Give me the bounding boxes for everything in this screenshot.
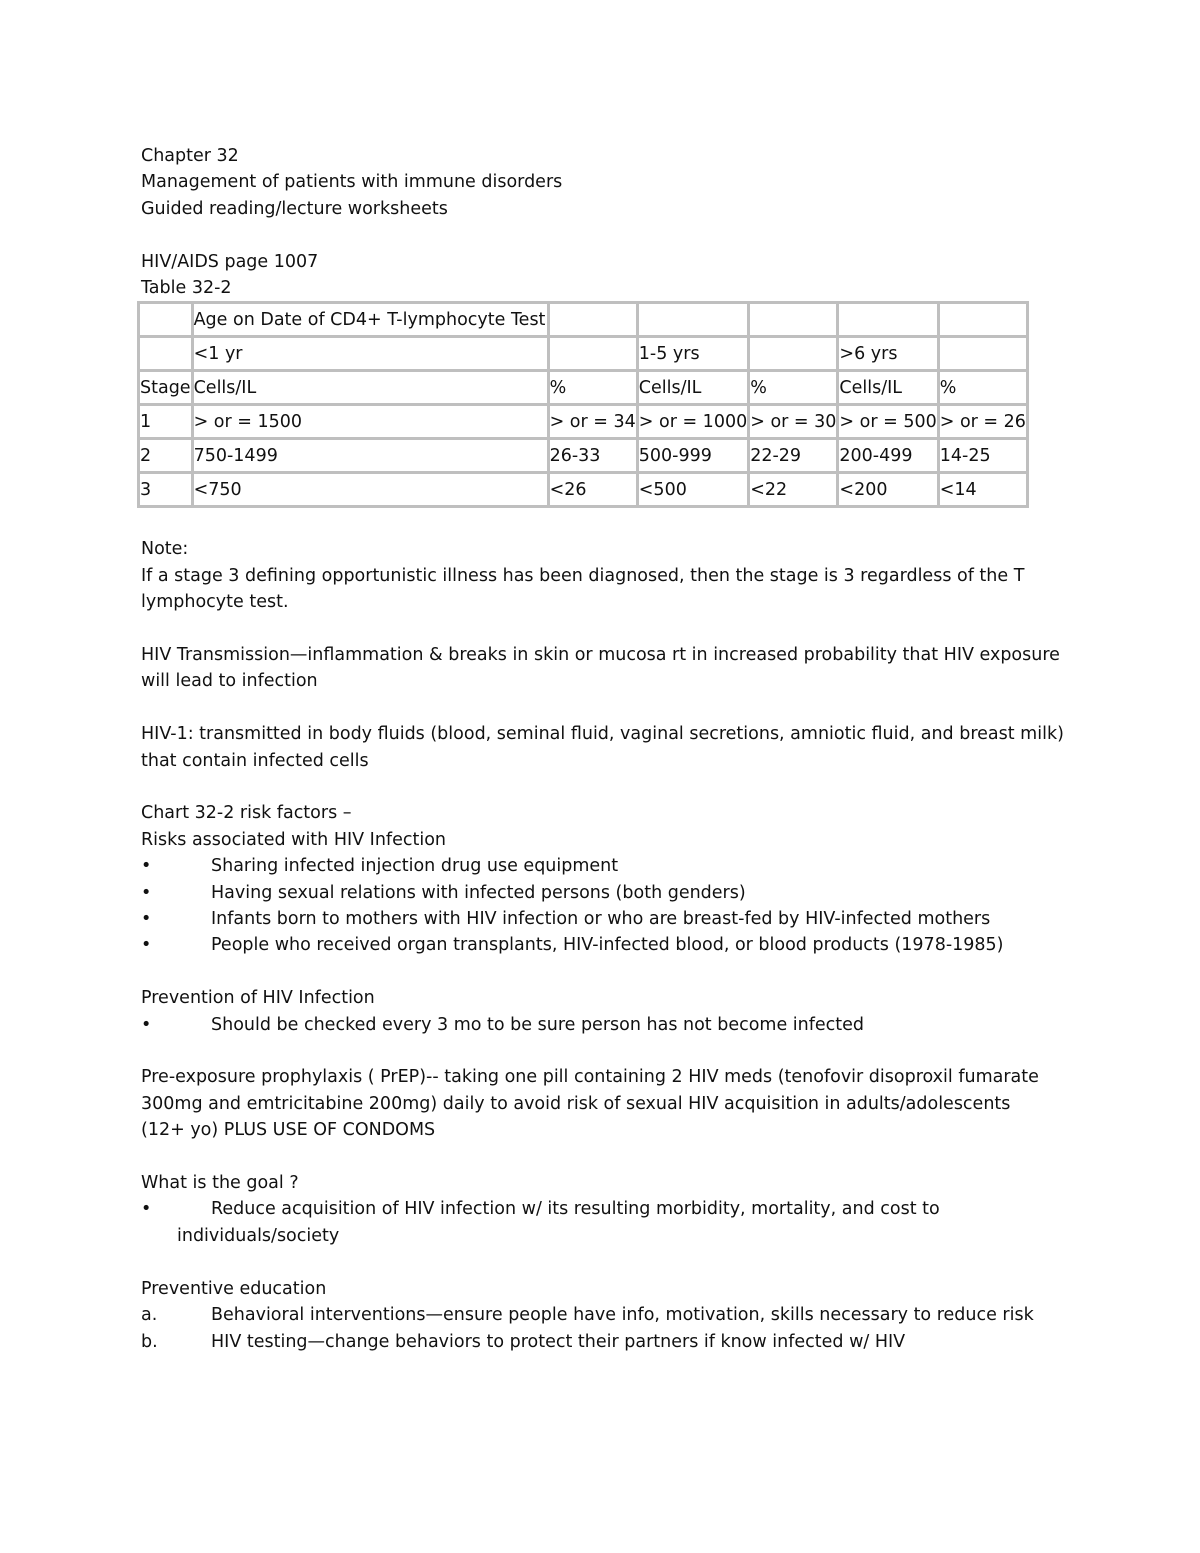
table-cell: 1 — [139, 405, 193, 439]
table-cell — [938, 303, 1027, 337]
prevention-heading: Prevention of HIV Infection — [141, 988, 375, 1009]
bullet-icon: • — [141, 1199, 152, 1220]
prep-text-line: 300mg and emtricitabine 200mg) daily to avoid risk of sexual HIV acquisition in adults/adolescents — [141, 1093, 1011, 1114]
table-header-row — [139, 303, 1028, 337]
table-label: Table 32-2 — [141, 278, 232, 299]
table-row — [139, 405, 1028, 439]
table-cell — [548, 303, 637, 337]
table-cell: <500 — [637, 473, 748, 507]
bullet-icon: • — [141, 1014, 152, 1035]
list-item-text: Should be checked every 3 mo to be sure person has not become infected — [211, 1014, 865, 1035]
list-item — [141, 853, 1061, 879]
table-cell: > or = 34 — [548, 405, 637, 439]
table-row — [139, 439, 1028, 473]
table-cell: <1 yr — [192, 337, 548, 371]
table-cell: > or = 1000 — [637, 405, 748, 439]
list-item-text: Having sexual relations with infected persons (both genders) — [211, 882, 746, 903]
cd4-stage-table — [137, 301, 1029, 508]
table-cell: % — [938, 371, 1027, 405]
hiv1-text-line: HIV-1: transmitted in body fluids (blood, seminal fluid, vaginal secretions, amniotic fluid, and breast milk) — [141, 724, 1064, 745]
list-item — [141, 932, 1061, 958]
table-cell: Cells/IL — [637, 371, 748, 405]
table-cell: <14 — [938, 473, 1027, 507]
table-cell: <200 — [838, 473, 938, 507]
bullet-icon: • — [141, 856, 152, 877]
document-page — [140, 143, 1064, 1355]
bullet-icon: • — [141, 909, 152, 930]
table-cell: > or = 30 — [749, 405, 838, 439]
table-unit-row — [139, 371, 1028, 405]
table-cell — [637, 303, 748, 337]
table-cell: 2 — [139, 439, 193, 473]
document-title: Management of patients with immune disorders — [141, 172, 563, 193]
risk-subheading: Risks associated with HIV Infection — [141, 829, 446, 850]
table-cell — [139, 337, 193, 371]
table-cell — [749, 303, 838, 337]
list-item-text: Reduce acquisition of HIV infection w/ its resulting morbidity, mortality, and cost to — [211, 1199, 940, 1220]
table-row — [139, 473, 1028, 507]
table-age-row — [139, 337, 1028, 371]
table-cell: 1-5 yrs — [637, 337, 748, 371]
note-text-line: If a stage 3 defining opportunistic illness has been diagnosed, then the stage is 3 regardless of the T — [141, 565, 1025, 586]
table-cell — [938, 337, 1027, 371]
table-cell: Stage — [139, 371, 193, 405]
list-item — [141, 906, 1061, 932]
table-cell: <750 — [192, 473, 548, 507]
table-cell — [548, 337, 637, 371]
bullet-icon: • — [141, 882, 152, 903]
prep-text-line: (12+ yo) PLUS USE OF CONDOMS — [141, 1120, 436, 1141]
transmission-text-line: HIV Transmission—inflammation & breaks in skin or mucosa rt in increased probability that HIV exposure — [141, 645, 1060, 666]
table-cell: Cells/IL — [838, 371, 938, 405]
table-cell: 750-1499 — [192, 439, 548, 473]
table-cell — [749, 337, 838, 371]
list-item-continuation: individuals/society — [177, 1225, 340, 1246]
transmission-text-line: will lead to infection — [141, 671, 318, 692]
table-cell: <26 — [548, 473, 637, 507]
table-cell: 200-499 — [838, 439, 938, 473]
list-item — [141, 1302, 1061, 1328]
note-text-line: lymphocyte test. — [141, 592, 289, 613]
goal-heading: What is the goal ? — [141, 1173, 299, 1194]
table-cell: 22-29 — [749, 439, 838, 473]
bullet-icon: • — [141, 935, 152, 956]
table-cell: >6 yrs — [838, 337, 938, 371]
table-cell: <22 — [749, 473, 838, 507]
table-cell: 26-33 — [548, 439, 637, 473]
list-item — [141, 1012, 1061, 1038]
hiv-aids-heading: HIV/AIDS page 1007 — [141, 251, 319, 272]
list-marker: b. — [141, 1331, 158, 1352]
note-label: Note: — [141, 539, 189, 560]
table-cell — [139, 303, 193, 337]
risk-heading: Chart 32-2 risk factors – — [141, 803, 352, 824]
table-cell: % — [548, 371, 637, 405]
list-item-text: People who received organ transplants, HIV-infected blood, or blood products (1978-1985) — [211, 935, 1004, 956]
table-cell: > or = 500 — [838, 405, 938, 439]
list-item — [141, 1196, 1061, 1222]
list-item-text: Behavioral interventions—ensure people have info, motivation, skills necessary to reduce risk — [211, 1305, 1034, 1326]
table-cell: Cells/IL — [192, 371, 548, 405]
table-cell — [838, 303, 938, 337]
table-cell: 3 — [139, 473, 193, 507]
chapter-label: Chapter 32 — [141, 146, 239, 166]
table-cell: > or = 1500 — [192, 405, 548, 439]
hiv1-text-line: that contain infected cells — [141, 750, 369, 771]
prep-text-line: Pre-exposure prophylaxis ( PrEP)-- taking one pill containing 2 HIV meds (tenofovir disoproxil fumarate — [141, 1067, 1039, 1088]
document-subtitle: Guided reading/lecture worksheets — [141, 198, 448, 219]
list-item-text: HIV testing—change behaviors to protect their partners if know infected w/ HIV — [211, 1331, 906, 1352]
list-item — [141, 1329, 1061, 1355]
table-cell: Age on Date of CD4+ T-lymphocyte Test — [192, 303, 548, 337]
list-item-text: Sharing infected injection drug use equipment — [211, 856, 619, 877]
table-cell: 14-25 — [938, 439, 1027, 473]
risk-list — [141, 853, 1061, 959]
table-cell: 500-999 — [637, 439, 748, 473]
list-item-text: Infants born to mothers with HIV infection or who are breast-fed by HIV-infected mothers — [211, 909, 991, 930]
table-cell: % — [749, 371, 838, 405]
education-heading: Preventive education — [141, 1278, 327, 1299]
list-marker: a. — [141, 1305, 158, 1326]
list-item — [141, 880, 1061, 906]
table-cell: > or = 26 — [938, 405, 1027, 439]
